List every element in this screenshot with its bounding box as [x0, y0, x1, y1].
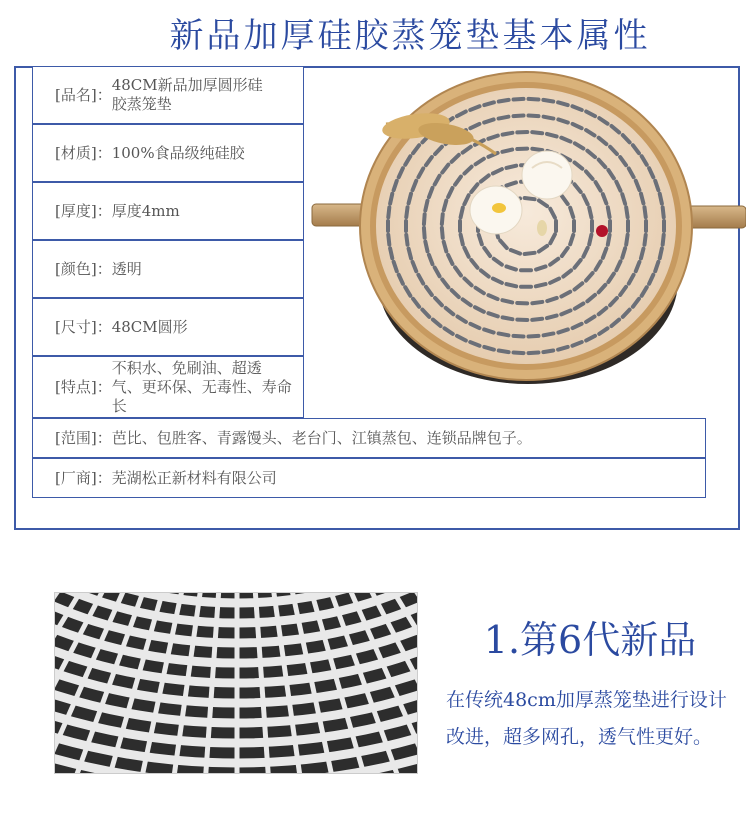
spec-label: [厂商]：: [55, 468, 112, 487]
feature-heading: 1.第6代新品: [483, 618, 697, 662]
spec-row-name: [32, 66, 304, 124]
spec-row-material: [32, 124, 304, 182]
steamer-handle-right: [686, 206, 746, 228]
spec-label: [特点]：: [55, 377, 112, 396]
steamed-bun-left: [470, 186, 522, 234]
spec-value: 芭比、包胜客、青露馒头、老台门、江镇蒸包、连锁品牌包子。: [111, 428, 532, 447]
spec-value: 透明: [111, 259, 142, 278]
mat-closeup-image: [54, 592, 418, 774]
spec-label: [范围]：: [55, 428, 112, 447]
spec-value: 不积水、免刷油、超透 气、更环保、无毒性、寿命长: [111, 358, 292, 415]
spec-row-range: [32, 418, 706, 458]
spec-row-color: [32, 240, 304, 298]
spec-row-thickness: [32, 182, 304, 240]
spec-value: 芜湖松正新材料有限公司: [111, 468, 277, 487]
steamed-bun-top: [522, 151, 572, 199]
spec-value: 厚度4mm: [111, 201, 180, 220]
spec-label: [颜色]：: [55, 259, 112, 278]
spec-row-features: [32, 356, 304, 418]
spec-value: 48CM圆形: [111, 317, 188, 336]
spec-label: [尺寸]：: [55, 317, 112, 336]
spec-row-manufacturer: [32, 458, 706, 498]
spec-row-size: [32, 298, 304, 356]
feature-description: 在传统48cm加厚蒸笼垫进行设计改进，超多网孔，透气性更好。: [446, 689, 727, 748]
spec-value: 48CM新品加厚圆形硅 胶蒸笼垫: [111, 76, 263, 113]
spec-label: [品名]：: [55, 85, 112, 104]
spec-value: 100%食品级纯硅胶: [111, 143, 245, 162]
spec-label: [厚度]：: [55, 201, 112, 220]
spec-label: [材质]：: [55, 143, 112, 162]
page-title: 新品加厚硅胶蒸笼垫基本属性: [169, 16, 651, 56]
goji-berry: [596, 225, 608, 237]
product-image: [306, 68, 746, 418]
